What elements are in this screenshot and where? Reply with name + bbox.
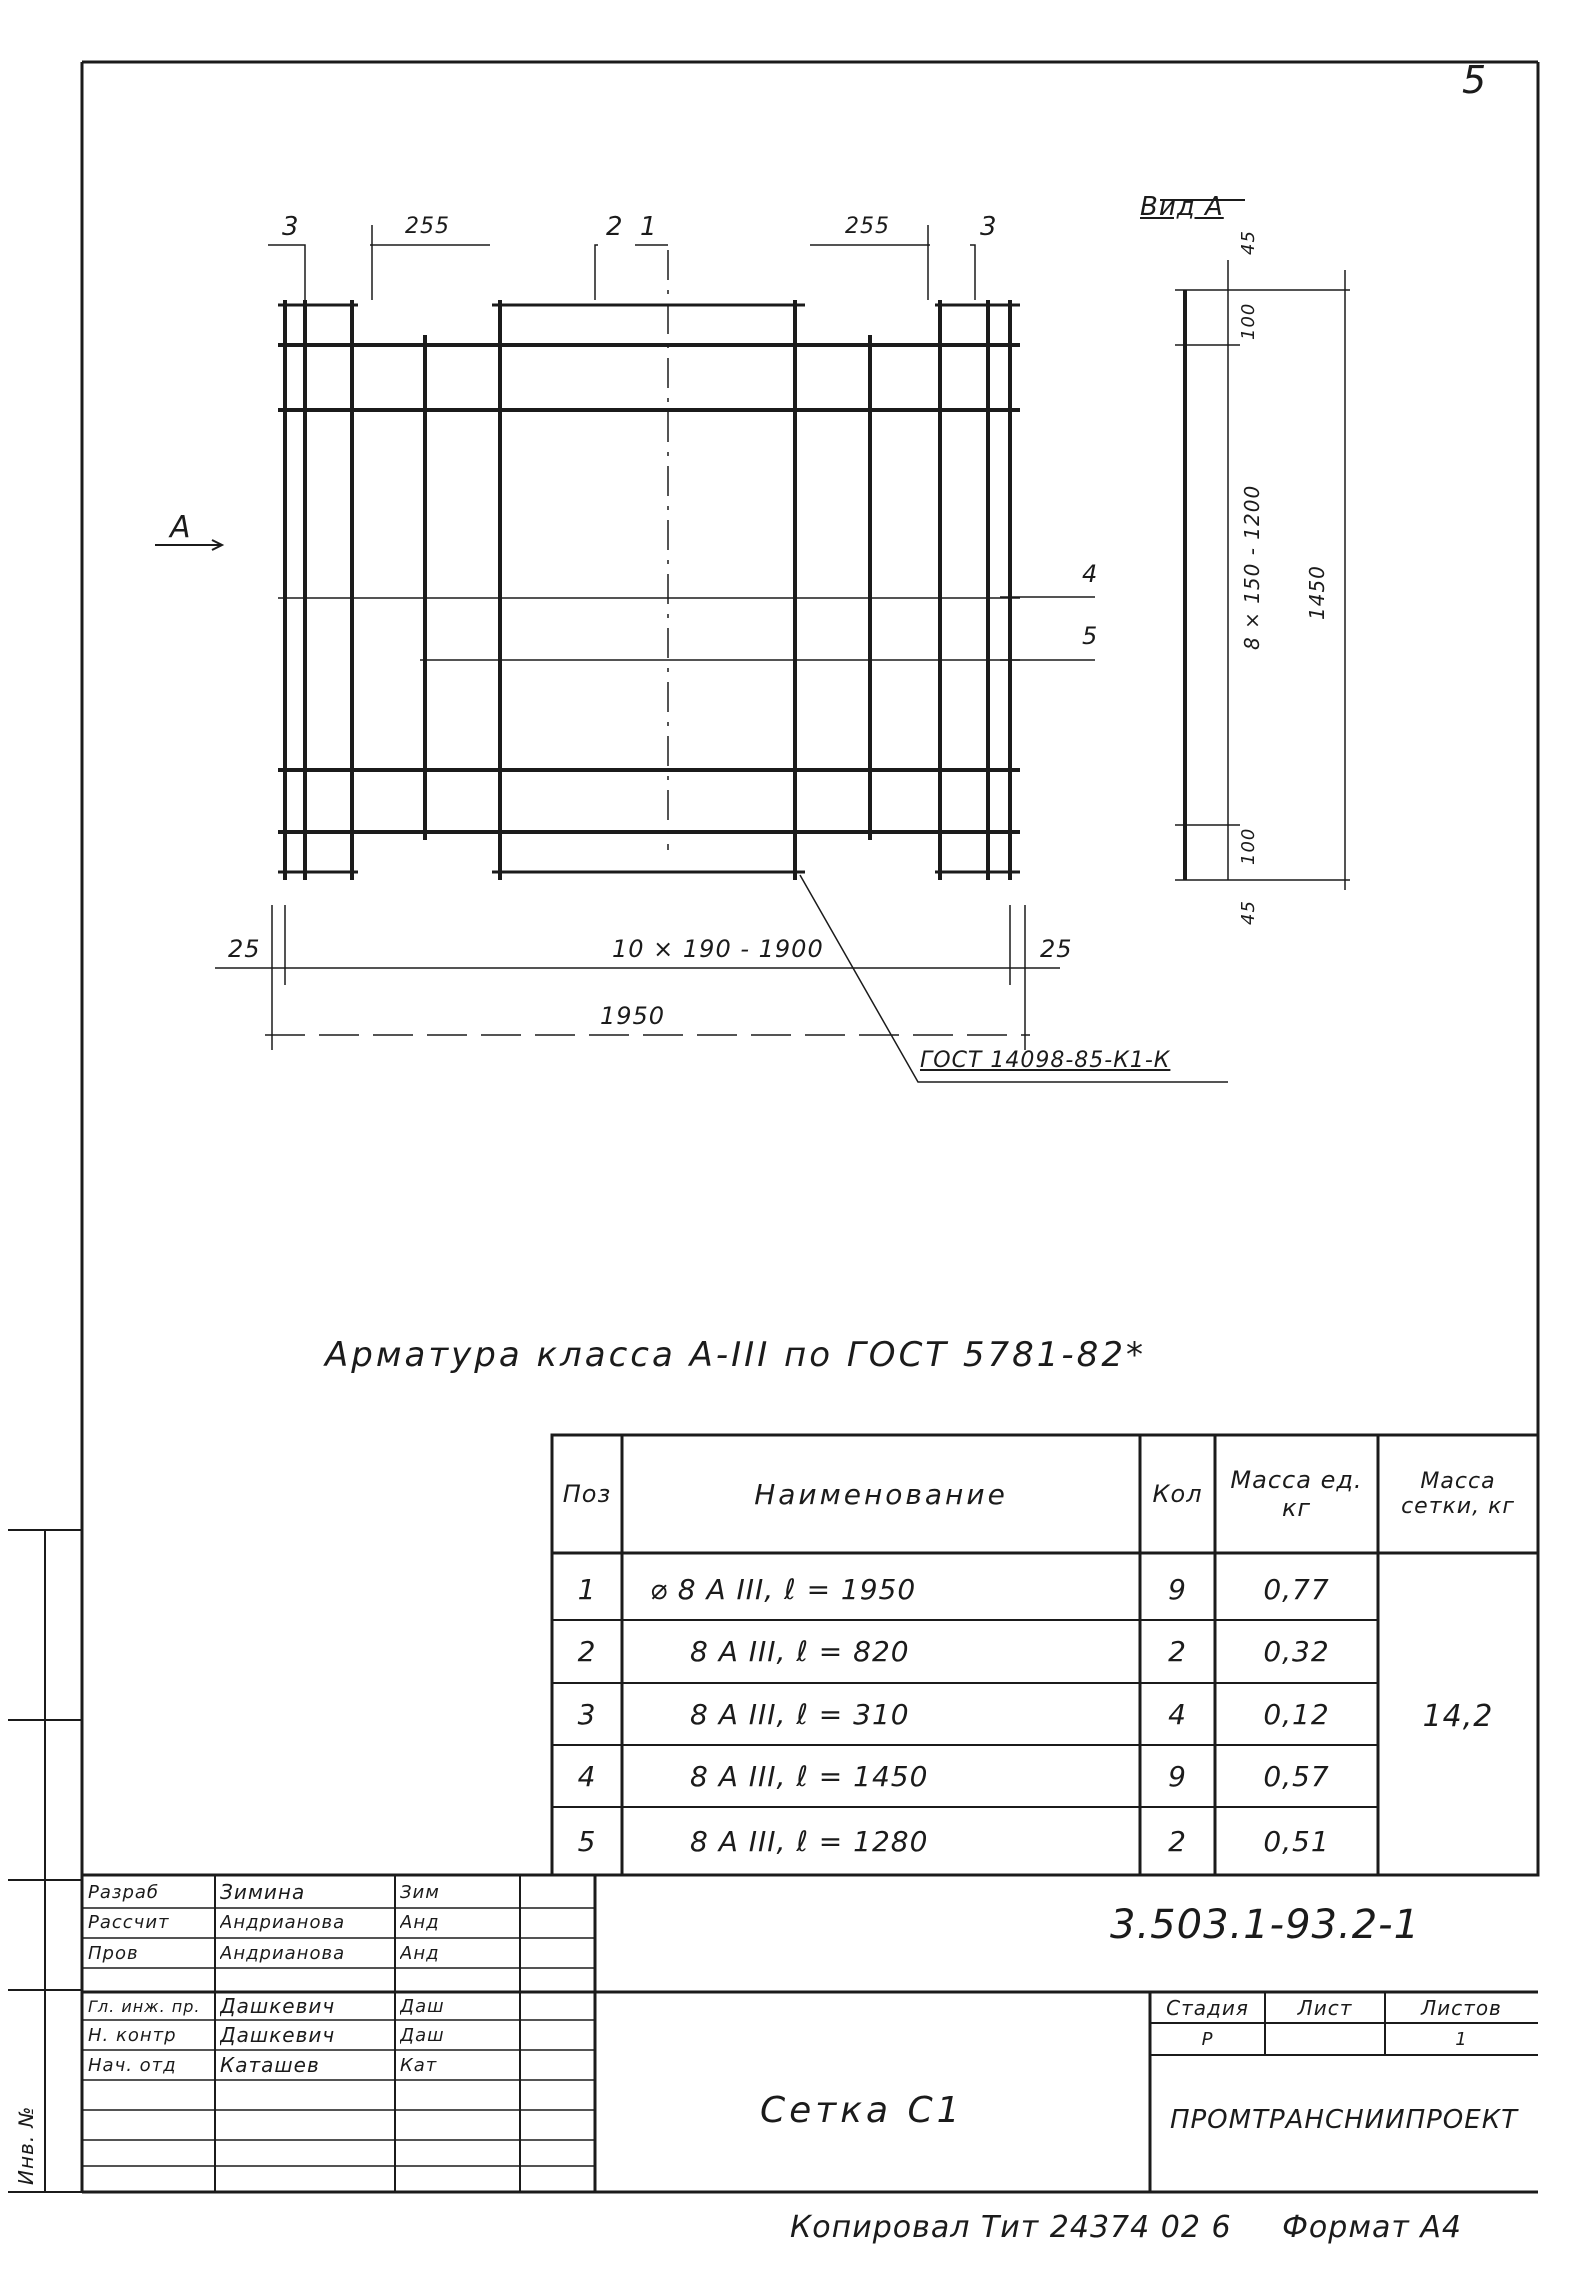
stage-header: Стадия	[1166, 1996, 1249, 2020]
role-label: Разраб	[88, 1881, 160, 1903]
role-label: Нач. отд	[88, 2054, 177, 2076]
sheets-header: Листов	[1421, 1996, 1502, 2020]
row-pos: 3	[577, 1697, 597, 1731]
inventory-stamp: Инв. №	[14, 2105, 38, 2185]
signature: Даш	[400, 2024, 445, 2046]
role-label: Н. контр	[88, 2024, 177, 2046]
row-pos: 2	[577, 1634, 597, 1668]
edge-dimension-right: 25	[1040, 935, 1073, 963]
row-mass: 0,12	[1263, 1697, 1330, 1731]
row-name: ⌀ 8 А III, ℓ = 1950	[650, 1572, 917, 1606]
position-label: 5	[1082, 622, 1099, 650]
person-name: Дашкевич	[220, 1994, 336, 2018]
stage-value: Р	[1201, 2028, 1214, 2050]
signature: Даш	[400, 1995, 445, 2017]
position-label: 4	[1082, 560, 1099, 588]
overall-dimension: 1950	[600, 1002, 666, 1030]
row-mass: 0,32	[1263, 1634, 1330, 1668]
side-dimension: 45	[1238, 230, 1259, 255]
sheets-value: 1	[1455, 2028, 1468, 2050]
side-dimension: 100	[1238, 827, 1259, 865]
row-qty: 2	[1168, 1634, 1187, 1668]
spacing-dimension: 10 × 190 - 1900	[612, 935, 824, 963]
armature-caption: Арматура класса А-III по ГОСТ 5781-82*	[325, 1335, 1146, 1375]
mesh-plan	[278, 250, 1020, 880]
side-dimension: 100	[1238, 302, 1259, 340]
edge-dimension-left: 25	[228, 935, 261, 963]
signature: Зим	[400, 1881, 440, 1903]
role-label: Рассчит	[88, 1911, 170, 1933]
row-pos: 1	[577, 1572, 597, 1606]
row-mass: 0,51	[1263, 1824, 1330, 1858]
row-pos: 4	[577, 1759, 597, 1793]
row-mass: 0,77	[1263, 1572, 1330, 1606]
row-name: 8 А III, ℓ = 310	[690, 1697, 910, 1731]
header-pos: Поз	[562, 1480, 612, 1508]
leader-note: ГОСТ 14098-85-К1-К	[920, 1048, 1171, 1073]
row-name: 8 А III, ℓ = 1450	[690, 1759, 929, 1793]
row-name: 8 А III, ℓ = 1280	[690, 1824, 929, 1858]
person-name: Андрианова	[220, 1911, 346, 1933]
header-qty: Кол	[1152, 1480, 1203, 1508]
sheet-frame	[82, 62, 1538, 2192]
top-dimension: 255	[845, 214, 890, 239]
position-label: 3	[282, 212, 300, 242]
side-dimension: 45	[1238, 900, 1259, 925]
row-name: 8 А III, ℓ = 820	[690, 1634, 910, 1668]
section-marker: А	[170, 510, 192, 545]
person-name: Дашкевич	[220, 2023, 336, 2047]
sheet-number: 5	[1462, 58, 1488, 102]
row-pos: 5	[577, 1824, 597, 1858]
person-name: Зимина	[220, 1880, 306, 1904]
person-name: Андрианова	[220, 1942, 346, 1964]
header-unit-mass: Масса ед. кг	[1230, 1466, 1363, 1522]
top-callouts	[268, 225, 1095, 660]
signature: Анд	[400, 1911, 440, 1933]
top-dimension: 255	[405, 214, 450, 239]
copied-by: Копировал Тит 24374 02 6	[790, 2210, 1232, 2245]
copied-by-note	[790, 2210, 1462, 2245]
view-label: Вид А	[1140, 192, 1224, 222]
header-mesh-mass: Масса сетки, кг	[1401, 1469, 1515, 1519]
organization: ПРОМТРАНСНИИПРОЕКТ	[1169, 2105, 1519, 2135]
header-name: Наименование	[754, 1477, 1008, 1511]
mesh-mass-value: 14,2	[1422, 1698, 1494, 1734]
side-dimension: 8 × 150 - 1200	[1240, 484, 1264, 650]
position-label: 1	[640, 212, 658, 242]
item-title: Сетка С1	[760, 2089, 964, 2131]
side-dimension: 1450	[1305, 565, 1329, 620]
row-qty: 9	[1168, 1759, 1187, 1793]
signature: Кат	[400, 2054, 438, 2076]
side-stamp-strip	[8, 1530, 82, 2192]
format-label: Формат А4	[1282, 2210, 1462, 2245]
row-mass: 0,57	[1263, 1759, 1330, 1793]
row-qty: 9	[1168, 1572, 1187, 1606]
sheet-header: Лист	[1297, 1996, 1353, 2020]
document-code: 3.503.1-93.2-1	[1110, 1902, 1421, 1948]
signature: Анд	[400, 1942, 440, 1964]
role-label: Пров	[88, 1942, 139, 1964]
position-label: 2	[606, 212, 624, 242]
role-label: Гл. инж. пр.	[88, 1996, 201, 2016]
row-qty: 2	[1168, 1824, 1187, 1858]
position-label: 3	[980, 212, 998, 242]
row-qty: 4	[1168, 1697, 1187, 1731]
person-name: Каташев	[220, 2053, 320, 2077]
